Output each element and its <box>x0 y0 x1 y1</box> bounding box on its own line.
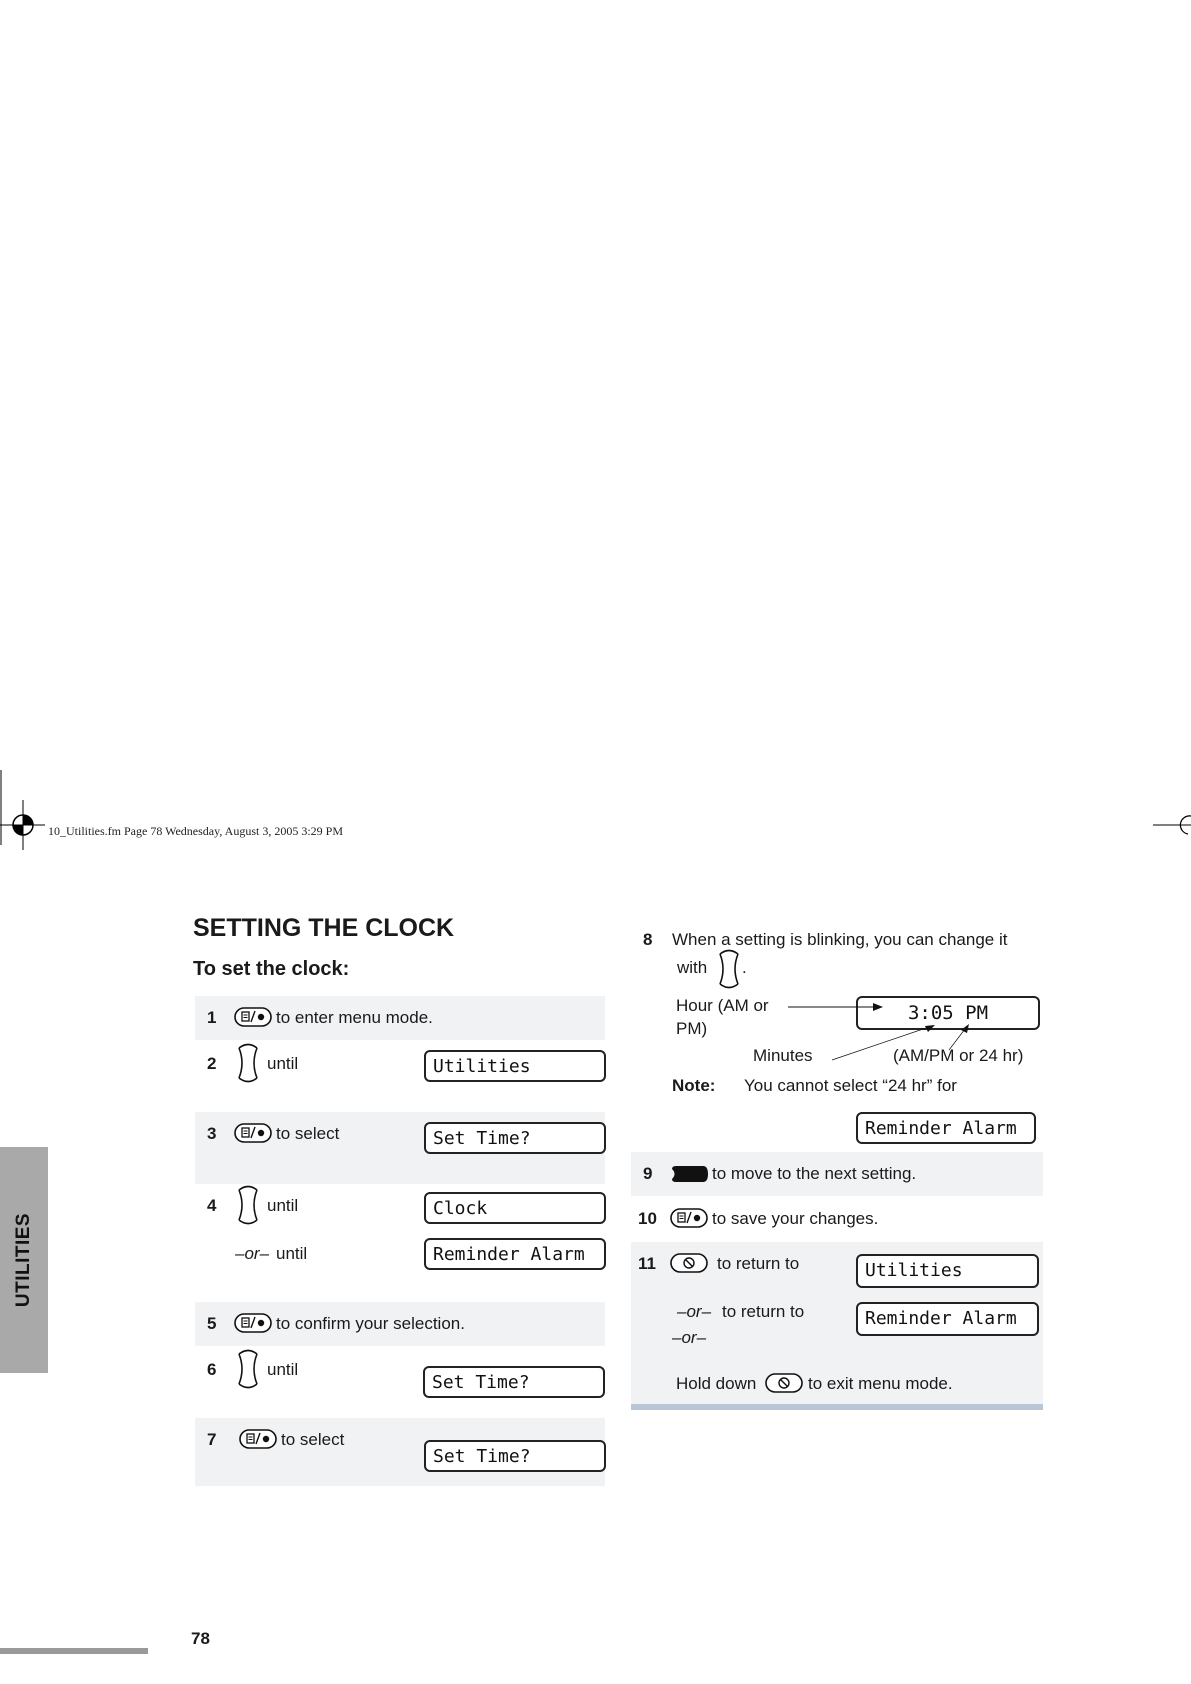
step-with-text: with <box>677 958 708 977</box>
callout-arrows <box>631 926 1043 1066</box>
step-text: When a setting is blinking, you can change it <box>672 930 1008 949</box>
step-1-row <box>195 996 605 1040</box>
display-screen: Utilities <box>424 1050 606 1082</box>
step-number: 6 <box>207 1360 217 1379</box>
step-text: to move to the next setting. <box>712 1164 917 1183</box>
step-number: 4 <box>207 1196 217 1215</box>
step-number: 7 <box>207 1430 217 1449</box>
step-8-block <box>631 926 1043 1150</box>
step-text: until <box>267 1196 299 1215</box>
step-11-row <box>631 1242 1043 1404</box>
menu-select-key-icon <box>234 1007 272 1027</box>
page-title: SETTING THE CLOCK <box>193 914 455 942</box>
step-6-row <box>195 1346 605 1418</box>
step-number: 2 <box>207 1054 217 1073</box>
step-alt-text: to return to <box>722 1302 805 1321</box>
menu-select-key-icon <box>670 1208 708 1228</box>
step-text: to select <box>281 1430 345 1449</box>
step-7-row <box>195 1418 605 1486</box>
footer-bar <box>0 1648 148 1654</box>
ampm-label: (AM/PM or 24 hr) <box>893 1046 1024 1065</box>
step-text: to return to <box>717 1254 800 1273</box>
note-text: You cannot select “24 hr” for <box>744 1076 957 1095</box>
display-screen: Set Time? <box>424 1440 606 1472</box>
display-screen-alt: Reminder Alarm <box>856 1302 1039 1336</box>
note-display: Reminder Alarm <box>856 1112 1036 1144</box>
step-3-row <box>195 1112 605 1184</box>
step-2-row <box>195 1040 605 1112</box>
clock-display-value: 3:05 PM <box>907 1002 989 1024</box>
section-subtitle: To set the clock: <box>193 958 350 980</box>
display-screen: Set Time? <box>424 1122 606 1154</box>
menu-select-key-icon <box>234 1123 272 1143</box>
scroll-key-icon <box>233 1184 263 1226</box>
page-number: 78 <box>191 1629 210 1648</box>
step-text: to select <box>276 1124 340 1143</box>
step-number: 3 <box>207 1124 217 1143</box>
step-text: to confirm your selection. <box>276 1314 465 1333</box>
step-9-row <box>631 1152 1043 1196</box>
registration-mark-right <box>1150 810 1191 840</box>
or-separator: –or– <box>235 1244 270 1263</box>
scroll-key-icon <box>233 1042 263 1084</box>
display-screen-alt: Reminder Alarm <box>424 1238 606 1270</box>
step-10-row <box>631 1196 1043 1242</box>
file-header: 10_Utilities.fm Page 78 Wednesday, August 3, 2005 3:29 PM <box>48 824 344 838</box>
hold-down-suffix: to exit menu mode. <box>808 1374 953 1393</box>
hour-label-cont: PM) <box>676 1019 708 1038</box>
exit-key-icon <box>765 1373 803 1393</box>
or-separator: –or– <box>677 1302 712 1321</box>
step-4-row <box>195 1184 605 1302</box>
menu-select-key-icon <box>234 1313 272 1333</box>
hold-down-text: Hold down <box>676 1374 757 1393</box>
scroll-key-icon <box>233 1348 263 1390</box>
step-number: 1 <box>207 1008 217 1027</box>
section-side-tab <box>0 1147 48 1373</box>
step-text: until <box>267 1054 299 1073</box>
step-text: to save your changes. <box>712 1209 879 1228</box>
display-screen: Clock <box>424 1192 606 1224</box>
hour-label: Hour (AM or <box>676 996 769 1015</box>
step-alt-text: until <box>276 1244 308 1263</box>
step-text: to enter menu mode. <box>276 1008 433 1027</box>
minutes-label: Minutes <box>753 1046 813 1065</box>
step-number: 11 <box>638 1254 656 1273</box>
side-tab-label: UTILITIES <box>13 1212 34 1308</box>
step-period: . <box>742 958 747 977</box>
step-text: until <box>267 1360 299 1379</box>
right-nav-key-icon <box>669 1164 709 1184</box>
or-separator-2: –or– <box>672 1328 707 1347</box>
exit-key-icon <box>670 1253 708 1273</box>
step-number: 8 <box>643 930 653 949</box>
step-number: 9 <box>643 1164 653 1183</box>
section-rule <box>631 1404 1043 1410</box>
display-screen: Set Time? <box>423 1366 605 1398</box>
note-label: Note: <box>672 1076 716 1095</box>
display-screen: Utilities <box>856 1254 1039 1288</box>
step-number: 10 <box>638 1209 657 1228</box>
step-number: 5 <box>207 1314 217 1333</box>
menu-select-key-icon <box>239 1429 277 1449</box>
step-5-row <box>195 1302 605 1346</box>
registration-mark-left <box>0 770 50 850</box>
